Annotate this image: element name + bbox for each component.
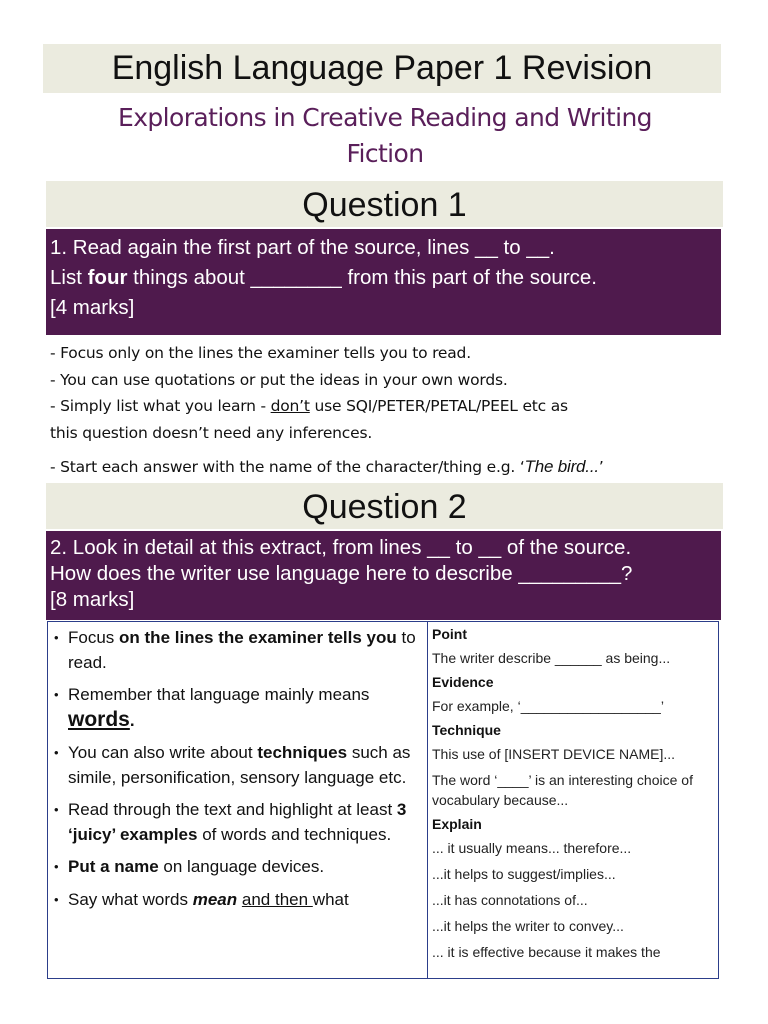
q2-marks: [8 marks]: [50, 588, 135, 611]
question-1-notes: [50, 340, 730, 481]
tip-item: • Focus on the lines the examiner tells you to read.: [52, 626, 419, 675]
q1-note-3-cont: this question doesn’t need any inferences.: [50, 423, 373, 442]
q1-note-4: - Start each answer with the name of the character/thing e.g. ‘The bird...’: [50, 457, 604, 476]
explain-text-2: ...it helps to suggest/implies...: [432, 866, 616, 882]
q1-marks: [4 marks]: [50, 296, 135, 319]
point-text: The writer describe ______ as being...: [432, 650, 671, 666]
peel-column: [428, 622, 718, 978]
explain-text-1: ... it usually means... therefore...: [432, 840, 632, 856]
q2-prompt-line-2: How does the writer use language here to describe _________?: [50, 562, 633, 585]
tip-item: • You can also write about techniques such as simile, personification, sensory language etc.: [52, 741, 419, 790]
q1-note-3: - Simply list what you learn - don’t use SQI/PETER/PETAL/PEEL etc as: [50, 397, 568, 415]
q1-prompt-line-1: 1. Read again the first part of the source, lines __ to __.: [50, 236, 555, 259]
explain-text-3: ...it has connotations of...: [432, 892, 588, 908]
technique-text-2: The word ‘____’ is an interesting choice of vocabulary because...: [432, 772, 693, 808]
tips-column: [48, 622, 428, 978]
subtitle-line-2: Fiction: [346, 139, 424, 168]
explain-heading: Explain: [432, 816, 482, 832]
question-2-prompt: [46, 531, 721, 620]
question-2-heading: Question 2: [46, 483, 723, 529]
explain-text-5: ... it is effective because it makes the: [432, 944, 661, 960]
technique-heading: Technique: [432, 722, 501, 738]
technique-text-1: This use of [INSERT DEVICE NAME]...: [432, 746, 675, 762]
point-heading: Point: [432, 626, 467, 642]
subtitle-line-1: Explorations in Creative Reading and Writing: [118, 103, 652, 132]
q2-prompt-line-1: 2. Look in detail at this extract, from lines __ to __ of the source.: [50, 536, 632, 559]
evidence-heading: Evidence: [432, 674, 494, 690]
page-title: English Language Paper 1 Revision: [43, 44, 721, 93]
tip-item: • Say what words mean and then what: [52, 888, 419, 913]
q1-note-1: - Focus only on the lines the examiner tells you to read.: [50, 344, 471, 362]
q1-prompt-line-2: List four things about ________ from this part of the source.: [50, 266, 597, 289]
tip-item: • Remember that language mainly means words.: [52, 683, 419, 733]
tip-item: • Put a name on language devices.: [52, 855, 419, 880]
tip-item: • Read through the text and highlight at least 3 ‘juicy’ examples of words and techniques.: [52, 798, 419, 847]
q1-note-2: - You can use quotations or put the ideas in your own words.: [50, 370, 508, 389]
evidence-text: For example, ‘__________________’: [432, 698, 664, 714]
question-2-guidance-table: [47, 621, 719, 979]
question-1-prompt: [46, 229, 721, 335]
question-1-heading: Question 1: [46, 181, 723, 227]
explain-text-4: ...it helps the writer to convey...: [432, 918, 624, 934]
page-subtitle: [60, 100, 710, 172]
